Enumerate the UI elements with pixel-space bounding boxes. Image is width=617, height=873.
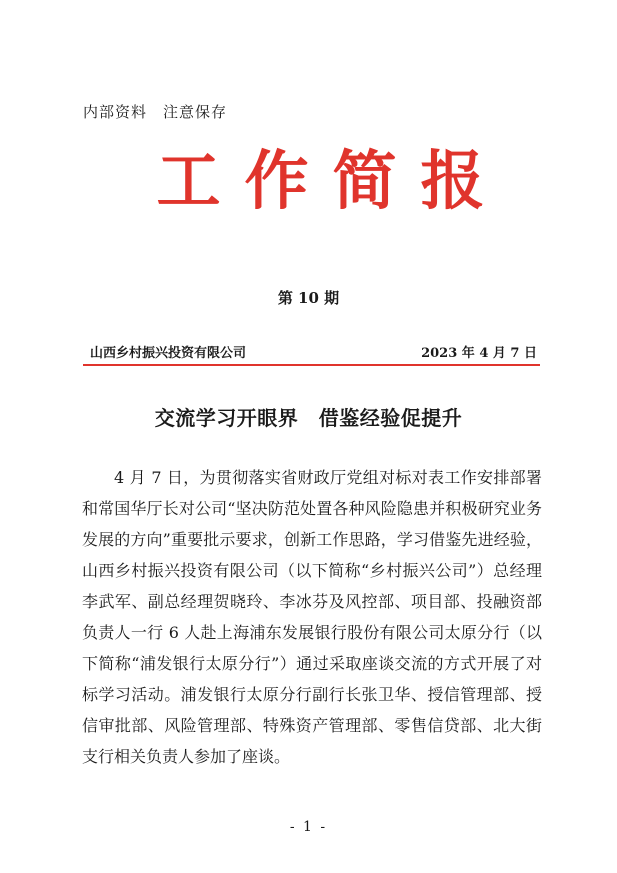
issue-date: 2023 年 4 月 7 日: [421, 346, 537, 361]
page-number: - 1 -: [289, 819, 328, 835]
issuer-date-row: [90, 342, 537, 361]
confidentiality-notice: 内部资料 注意保存: [83, 103, 228, 121]
article-body: 4 月 7 日，为贯彻落实省财政厅党组对标对表工作安排部署和常国华厅长对公司“坚决防范处置各种风险隐患并积极研究业务发展的方向”重要批示要求，创新工作思路，学习借鉴先进经验，山西乡村振兴投资有限公司（以下简称“乡村振兴公司”）总经理李武军、副总经理贺晓玲、李冰芬及风控部、项目部、投融资部负责人一行 6 人赴上海浦东发展银行股份有限公司太原分行（以下简称“浦发银行太原分行”）通过采取座谈交流的方式开展了对标学习活动。浦发银行太原分行副行长张卫华、授信管理部、授信审批部、风险管理部、特殊资产管理部、零售信贷部、北大街支行相关负责人参加了座谈。: [82, 468, 542, 766]
masthead-title: 工作简报: [156, 144, 509, 219]
issue-number: 第 10 期: [277, 289, 340, 307]
red-divider-rule: [83, 364, 540, 366]
article-headline: 交流学习开眼界 借鉴经验促提升: [154, 406, 463, 430]
issuer-name: 山西乡村振兴投资有限公司: [90, 346, 247, 361]
